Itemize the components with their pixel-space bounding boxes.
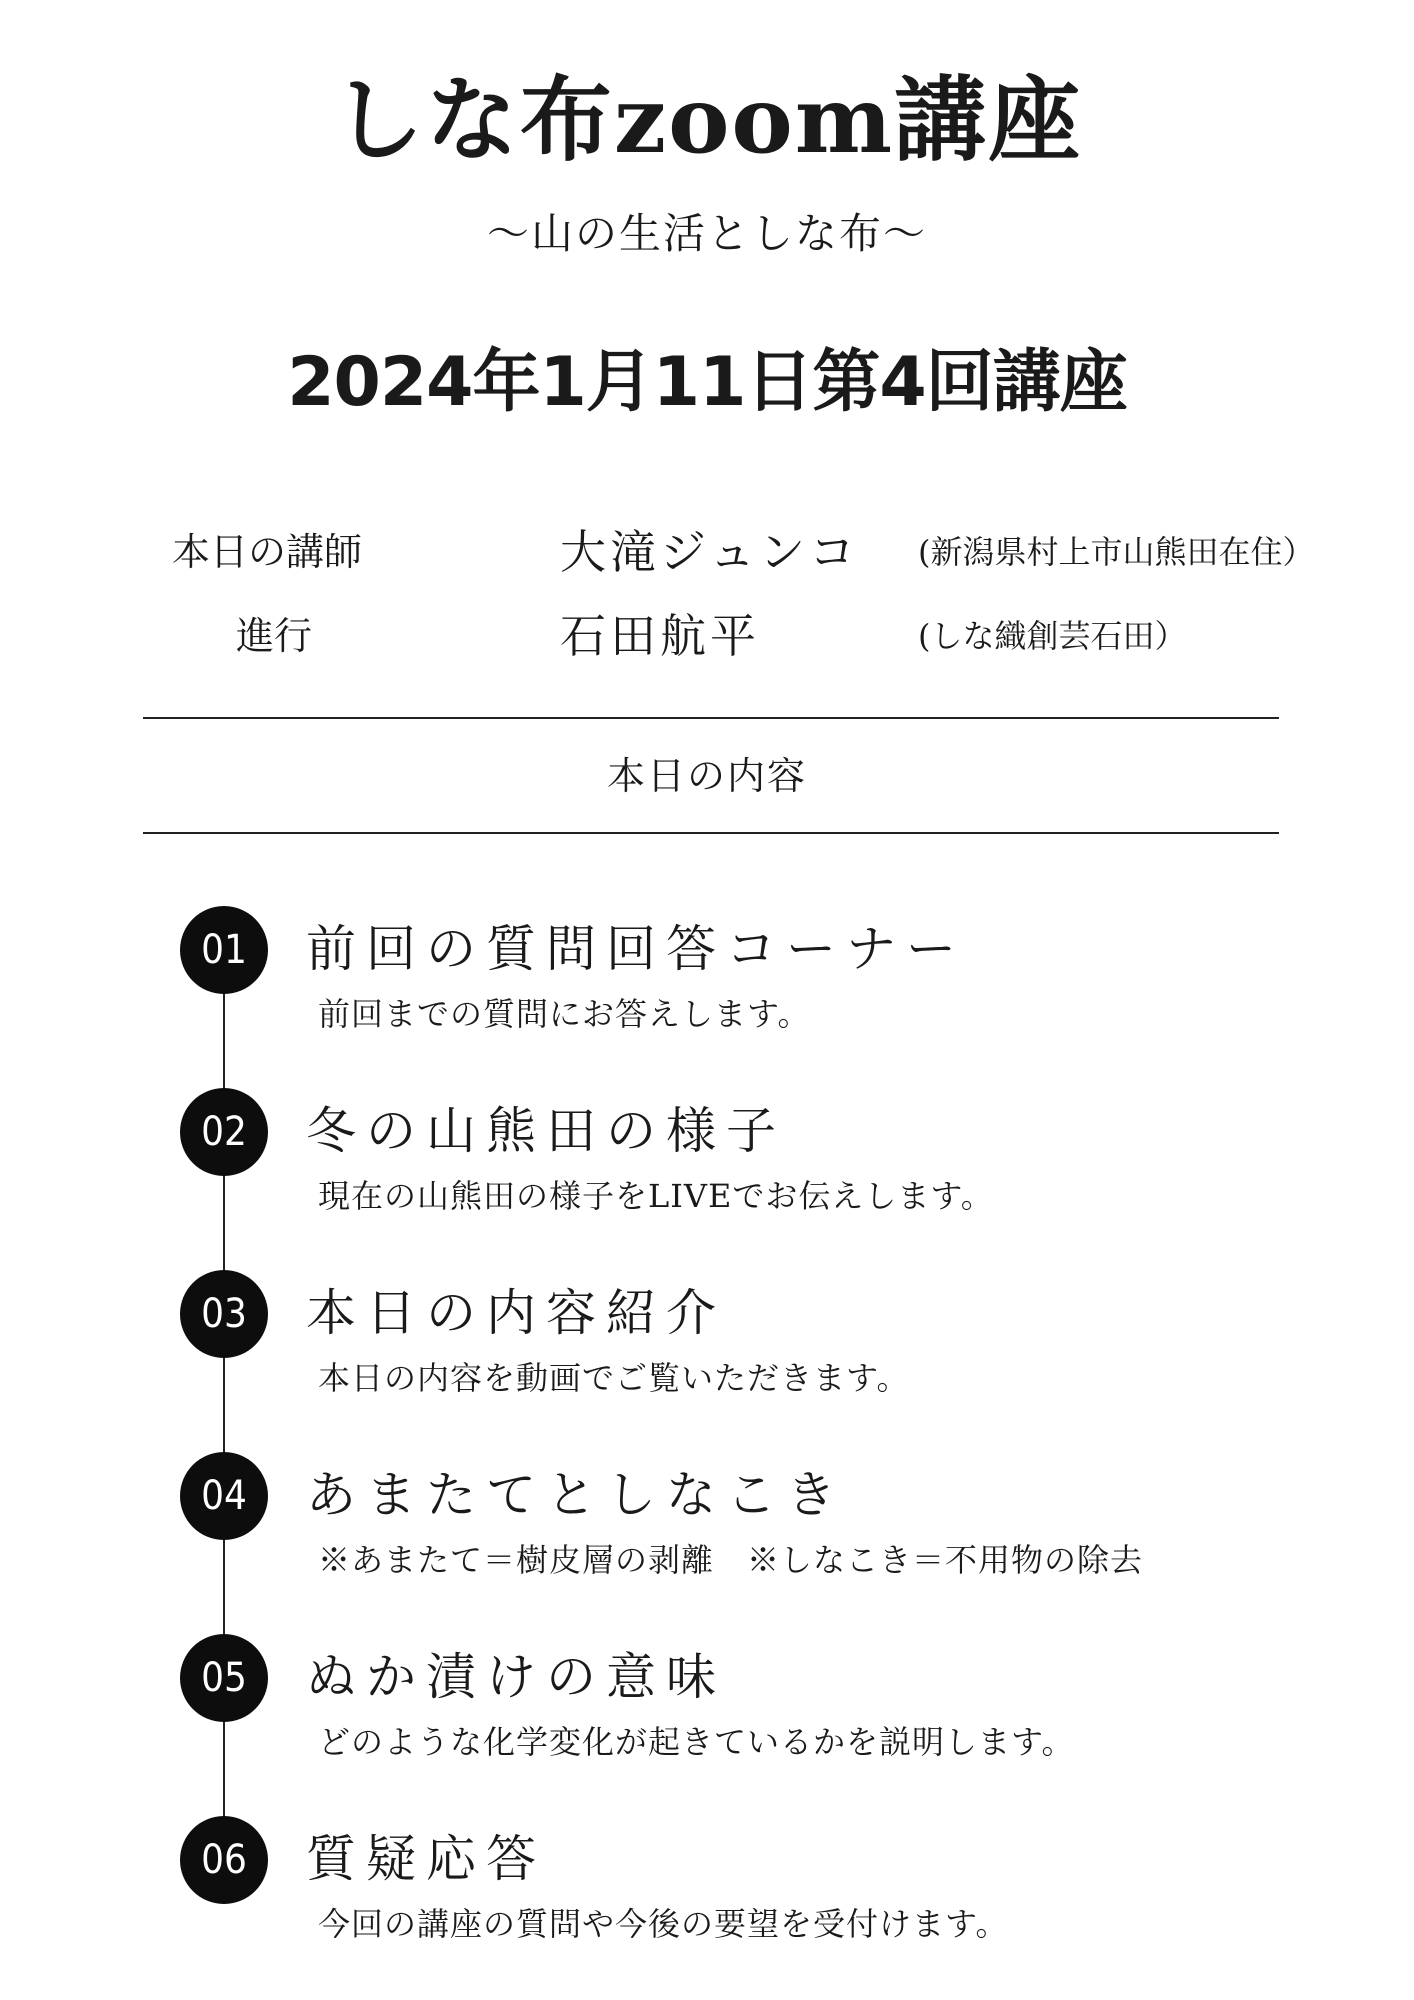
step-number-badge: 05 xyxy=(180,1634,268,1722)
agenda-item xyxy=(0,1088,1414,1228)
agenda-item-title: あまたてとしなこき xyxy=(306,1466,846,1524)
agenda-item xyxy=(0,1816,1414,1956)
divider-bottom xyxy=(143,832,1279,834)
agenda-item xyxy=(0,1452,1414,1592)
divider-top xyxy=(143,717,1279,719)
agenda-item-title: 冬の山熊田の様子 xyxy=(306,1102,786,1160)
staff-role: 進行 xyxy=(236,614,313,658)
agenda-item-title: 本日の内容紹介 xyxy=(306,1284,726,1342)
agenda-item-description: どのような化学変化が起きているかを説明します。 xyxy=(318,1723,1075,1761)
agenda-item-description: 本日の内容を動画でご覧いただきます。 xyxy=(318,1359,910,1397)
agenda-item-title: ぬか漬けの意味 xyxy=(306,1648,726,1706)
step-number-badge: 03 xyxy=(180,1270,268,1358)
agenda-item-description: 今回の講座の質問や今後の要望を受付けます。 xyxy=(318,1905,1009,1943)
agenda-item xyxy=(0,906,1414,1046)
agenda-item xyxy=(0,1634,1414,1774)
step-number-badge: 04 xyxy=(180,1452,268,1540)
page-subtitle: 〜山の生活としな布〜 xyxy=(486,209,927,258)
step-number-badge: 01 xyxy=(180,906,268,994)
staff-name: 石田航平 xyxy=(560,609,760,663)
staff-note: (しな織創芸石田） xyxy=(918,617,1187,655)
agenda-item-description: 現在の山熊田の様子をLIVEでお伝えします。 xyxy=(318,1177,994,1215)
agenda-item-title: 質疑応答 xyxy=(306,1830,546,1888)
staff-role: 本日の講師 xyxy=(172,530,363,574)
agenda-item xyxy=(0,1270,1414,1410)
agenda-item-description: 前回までの質問にお答えします。 xyxy=(318,995,811,1033)
agenda-item-title: 前回の質問回答コーナー xyxy=(306,920,966,978)
agenda-item-description: ※あまたて＝樹皮層の剥離 ※しなこき＝不用物の除去 xyxy=(318,1541,1144,1579)
step-number-badge: 06 xyxy=(180,1816,268,1904)
staff-note: (新潟県村上市山熊田在住） xyxy=(918,533,1315,571)
session-date: 2024年1月11日第4回講座 xyxy=(287,343,1127,422)
page-title: しな布zoom講座 xyxy=(331,66,1083,174)
contents-heading: 本日の内容 xyxy=(606,754,807,798)
staff-row-lecturer xyxy=(0,522,1414,582)
staff-row-facilitator xyxy=(0,606,1414,666)
step-number-badge: 02 xyxy=(180,1088,268,1176)
staff-name: 大滝ジュンコ xyxy=(560,525,860,579)
